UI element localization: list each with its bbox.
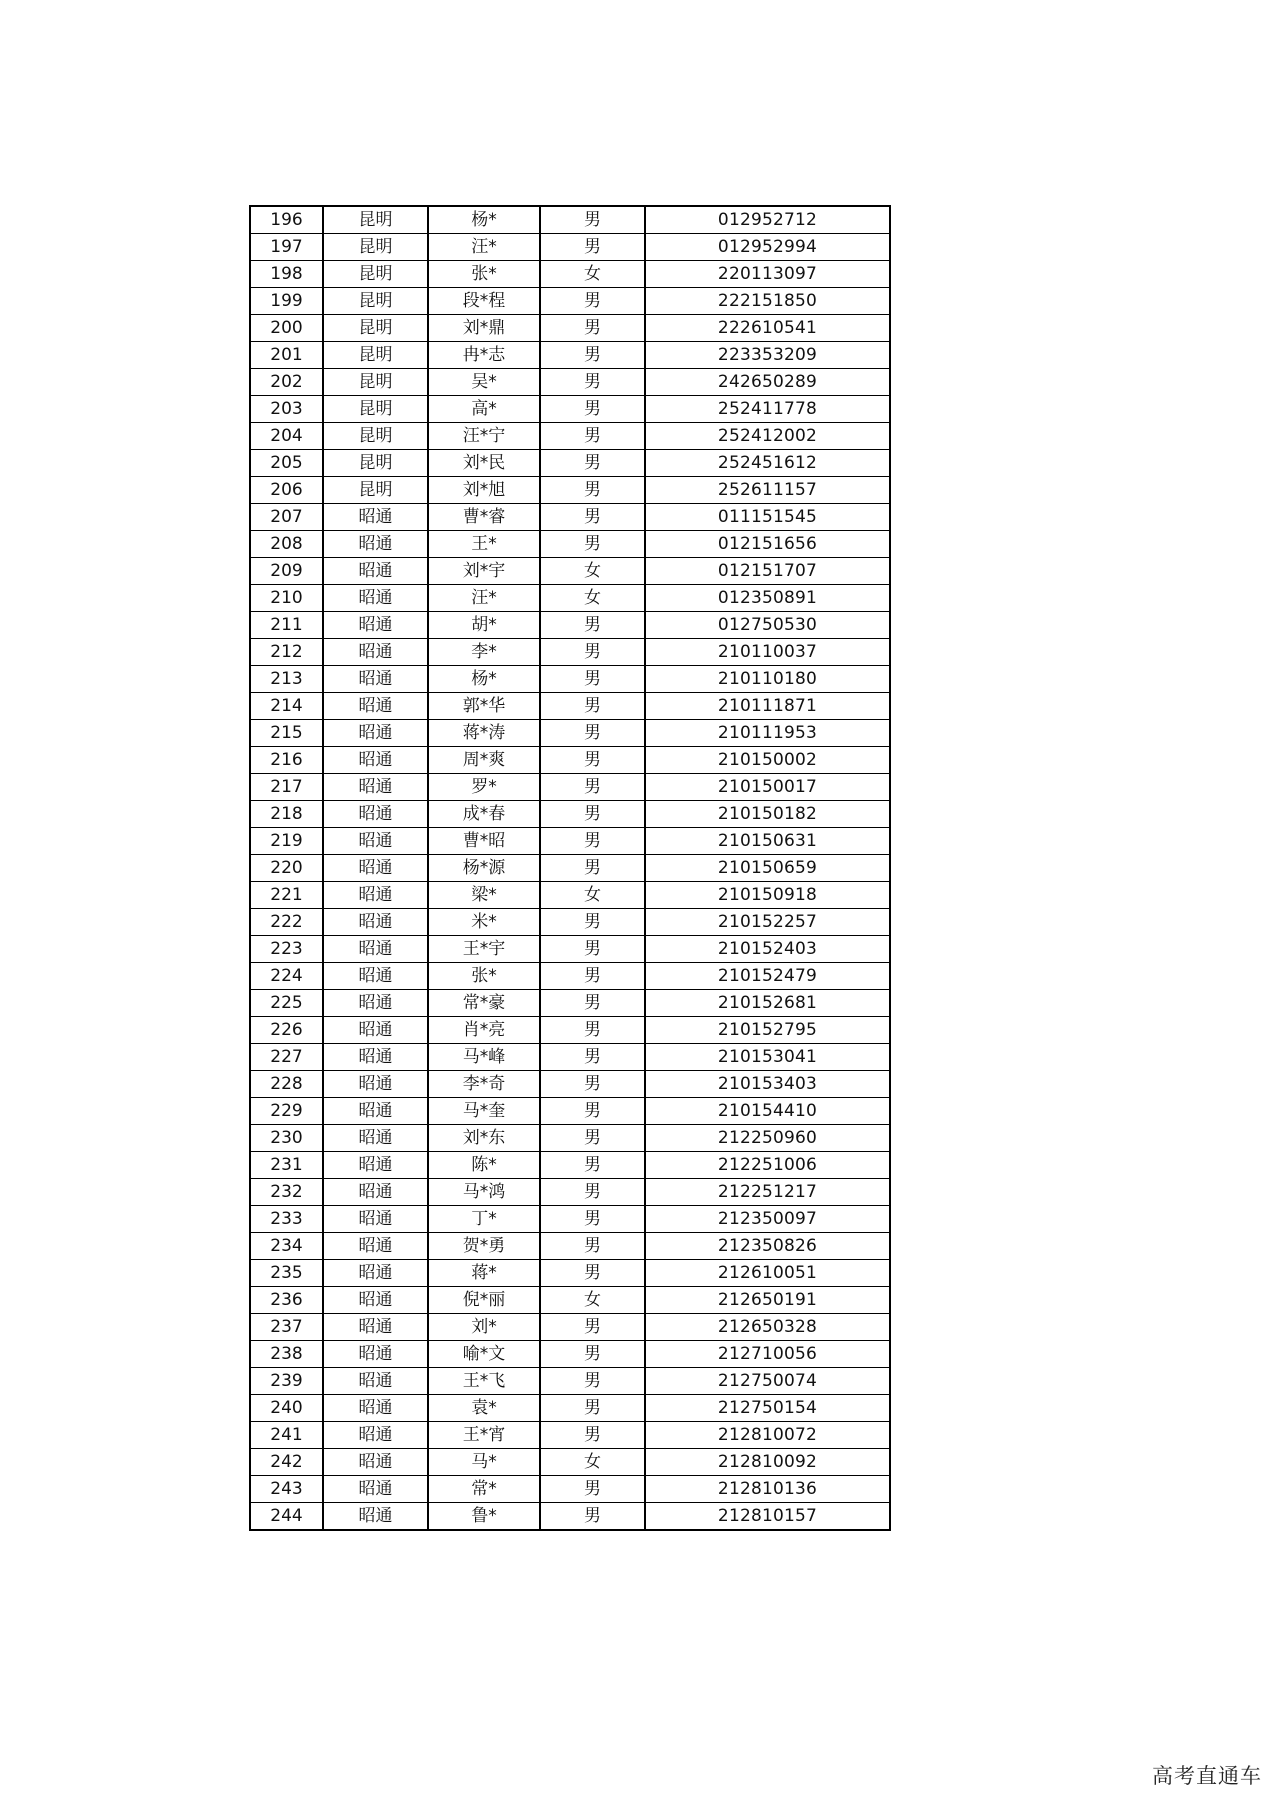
table-row [250,1098,890,1125]
cell-city: 昭通 [323,882,428,909]
cell-row-number: 220 [250,855,323,882]
cell-candidate-id: 210150017 [645,774,890,801]
cell-city: 昭通 [323,612,428,639]
cell-candidate-id: 012952994 [645,234,890,261]
cell-name: 马* [428,1449,540,1476]
cell-row-number: 215 [250,720,323,747]
cell-row-number: 198 [250,261,323,288]
cell-city: 昭通 [323,585,428,612]
cell-city: 昭通 [323,801,428,828]
cell-row-number: 233 [250,1206,323,1233]
cell-row-number: 241 [250,1422,323,1449]
table-row [250,234,890,261]
cell-row-number: 209 [250,558,323,585]
cell-gender: 男 [540,990,645,1017]
cell-gender: 男 [540,288,645,315]
cell-row-number: 207 [250,504,323,531]
cell-row-number: 200 [250,315,323,342]
table-row [250,774,890,801]
cell-row-number: 217 [250,774,323,801]
cell-candidate-id: 210153041 [645,1044,890,1071]
table-row [250,693,890,720]
table-row [250,450,890,477]
table-row [250,1395,890,1422]
cell-row-number: 196 [250,206,323,234]
cell-candidate-id: 223353209 [645,342,890,369]
cell-name: 汪* [428,234,540,261]
cell-gender: 男 [540,855,645,882]
cell-gender: 男 [540,720,645,747]
cell-city: 昭通 [323,1422,428,1449]
cell-name: 蒋*涛 [428,720,540,747]
table-row [250,1206,890,1233]
roster-table [249,205,891,1531]
cell-city: 昭通 [323,1017,428,1044]
cell-row-number: 223 [250,936,323,963]
cell-name: 周*爽 [428,747,540,774]
table-row [250,1422,890,1449]
table-row [250,1017,890,1044]
cell-row-number: 227 [250,1044,323,1071]
cell-row-number: 238 [250,1341,323,1368]
cell-city: 昭通 [323,693,428,720]
cell-candidate-id: 212250960 [645,1125,890,1152]
cell-row-number: 202 [250,369,323,396]
cell-name: 杨* [428,206,540,234]
table-row [250,1287,890,1314]
cell-gender: 男 [540,1152,645,1179]
cell-gender: 男 [540,936,645,963]
cell-candidate-id: 212810157 [645,1503,890,1531]
cell-candidate-id: 210150002 [645,747,890,774]
cell-row-number: 230 [250,1125,323,1152]
cell-candidate-id: 210152479 [645,963,890,990]
cell-candidate-id: 242650289 [645,369,890,396]
table-row [250,1449,890,1476]
cell-gender: 男 [540,396,645,423]
table-row [250,1341,890,1368]
table-row [250,855,890,882]
cell-city: 昭通 [323,1233,428,1260]
cell-row-number: 232 [250,1179,323,1206]
cell-city: 昭通 [323,990,428,1017]
cell-row-number: 211 [250,612,323,639]
cell-row-number: 231 [250,1152,323,1179]
cell-name: 刘*旭 [428,477,540,504]
cell-candidate-id: 012151707 [645,558,890,585]
cell-name: 刘* [428,1314,540,1341]
cell-candidate-id: 210154410 [645,1098,890,1125]
cell-candidate-id: 011151545 [645,504,890,531]
table-row [250,828,890,855]
cell-row-number: 226 [250,1017,323,1044]
table-row [250,504,890,531]
cell-row-number: 236 [250,1287,323,1314]
cell-city: 昆明 [323,450,428,477]
cell-gender: 男 [540,801,645,828]
cell-candidate-id: 212251006 [645,1152,890,1179]
cell-name: 杨*源 [428,855,540,882]
cell-candidate-id: 212350097 [645,1206,890,1233]
table-row [250,1503,890,1531]
cell-city: 昆明 [323,423,428,450]
table-row [250,206,890,234]
cell-row-number: 225 [250,990,323,1017]
cell-row-number: 234 [250,1233,323,1260]
cell-city: 昭通 [323,1476,428,1503]
cell-row-number: 206 [250,477,323,504]
table-row [250,1071,890,1098]
cell-city: 昆明 [323,342,428,369]
cell-row-number: 199 [250,288,323,315]
cell-candidate-id: 012350891 [645,585,890,612]
cell-city: 昭通 [323,909,428,936]
cell-candidate-id: 212710056 [645,1341,890,1368]
cell-row-number: 221 [250,882,323,909]
table-row [250,720,890,747]
cell-candidate-id: 212750154 [645,1395,890,1422]
cell-name: 蒋* [428,1260,540,1287]
cell-gender: 男 [540,1503,645,1531]
cell-name: 冉*志 [428,342,540,369]
table-row [250,882,890,909]
cell-candidate-id: 210111871 [645,693,890,720]
cell-candidate-id: 210152681 [645,990,890,1017]
cell-city: 昆明 [323,288,428,315]
cell-gender: 男 [540,477,645,504]
cell-city: 昭通 [323,531,428,558]
cell-name: 陈* [428,1152,540,1179]
cell-name: 贺*勇 [428,1233,540,1260]
cell-row-number: 222 [250,909,323,936]
cell-name: 米* [428,909,540,936]
cell-city: 昆明 [323,234,428,261]
cell-name: 郭*华 [428,693,540,720]
cell-name: 吴* [428,369,540,396]
cell-candidate-id: 210152795 [645,1017,890,1044]
table-row [250,315,890,342]
cell-candidate-id: 252412002 [645,423,890,450]
table-row [250,801,890,828]
cell-candidate-id: 212610051 [645,1260,890,1287]
cell-gender: 男 [540,639,645,666]
cell-city: 昭通 [323,1179,428,1206]
cell-row-number: 239 [250,1368,323,1395]
cell-gender: 男 [540,666,645,693]
cell-row-number: 240 [250,1395,323,1422]
cell-name: 马*鸿 [428,1179,540,1206]
cell-candidate-id: 252611157 [645,477,890,504]
cell-name: 汪*宁 [428,423,540,450]
cell-row-number: 208 [250,531,323,558]
cell-row-number: 216 [250,747,323,774]
cell-candidate-id: 222151850 [645,288,890,315]
cell-gender: 男 [540,1206,645,1233]
cell-candidate-id: 210150182 [645,801,890,828]
table-row [250,342,890,369]
cell-city: 昭通 [323,936,428,963]
table-row [250,909,890,936]
cell-row-number: 204 [250,423,323,450]
cell-gender: 男 [540,1422,645,1449]
cell-candidate-id: 012952712 [645,206,890,234]
cell-name: 王* [428,531,540,558]
cell-gender: 女 [540,882,645,909]
cell-gender: 男 [540,909,645,936]
cell-row-number: 229 [250,1098,323,1125]
cell-name: 杨* [428,666,540,693]
cell-name: 喻*文 [428,1341,540,1368]
cell-city: 昭通 [323,504,428,531]
cell-city: 昭通 [323,1503,428,1531]
cell-name: 丁* [428,1206,540,1233]
cell-gender: 男 [540,1260,645,1287]
cell-row-number: 243 [250,1476,323,1503]
cell-candidate-id: 222610541 [645,315,890,342]
cell-gender: 男 [540,1368,645,1395]
cell-gender: 男 [540,423,645,450]
cell-name: 马*峰 [428,1044,540,1071]
cell-candidate-id: 212350826 [645,1233,890,1260]
cell-row-number: 212 [250,639,323,666]
cell-gender: 男 [540,747,645,774]
cell-name: 段*程 [428,288,540,315]
cell-candidate-id: 212810092 [645,1449,890,1476]
cell-city: 昆明 [323,206,428,234]
cell-candidate-id: 210110180 [645,666,890,693]
cell-gender: 女 [540,1449,645,1476]
cell-row-number: 242 [250,1449,323,1476]
cell-name: 倪*丽 [428,1287,540,1314]
cell-name: 曹*睿 [428,504,540,531]
cell-city: 昭通 [323,1341,428,1368]
cell-name: 王*飞 [428,1368,540,1395]
cell-city: 昭通 [323,747,428,774]
table-row [250,639,890,666]
cell-gender: 男 [540,315,645,342]
cell-name: 王*宵 [428,1422,540,1449]
table-row [250,1125,890,1152]
cell-gender: 男 [540,206,645,234]
cell-name: 马*奎 [428,1098,540,1125]
cell-name: 成*春 [428,801,540,828]
table-row [250,396,890,423]
cell-row-number: 210 [250,585,323,612]
cell-candidate-id: 212750074 [645,1368,890,1395]
cell-name: 常* [428,1476,540,1503]
cell-city: 昭通 [323,1368,428,1395]
cell-gender: 男 [540,1017,645,1044]
table-row [250,531,890,558]
cell-city: 昭通 [323,855,428,882]
cell-candidate-id: 012151656 [645,531,890,558]
cell-gender: 男 [540,1071,645,1098]
table-row [250,990,890,1017]
cell-gender: 男 [540,1098,645,1125]
cell-gender: 男 [540,1044,645,1071]
cell-name: 高* [428,396,540,423]
roster-table-body [250,206,890,1530]
cell-city: 昭通 [323,666,428,693]
cell-city: 昭通 [323,1206,428,1233]
cell-city: 昭通 [323,1449,428,1476]
cell-city: 昆明 [323,369,428,396]
cell-name: 张* [428,963,540,990]
table-row [250,288,890,315]
cell-city: 昭通 [323,1125,428,1152]
cell-row-number: 235 [250,1260,323,1287]
table-row [250,423,890,450]
cell-gender: 男 [540,1125,645,1152]
cell-gender: 男 [540,1314,645,1341]
cell-name: 梁* [428,882,540,909]
cell-row-number: 228 [250,1071,323,1098]
cell-candidate-id: 212810136 [645,1476,890,1503]
cell-name: 鲁* [428,1503,540,1531]
table-row [250,1260,890,1287]
table-row [250,558,890,585]
cell-name: 李* [428,639,540,666]
cell-name: 汪* [428,585,540,612]
cell-gender: 男 [540,234,645,261]
cell-name: 张* [428,261,540,288]
cell-candidate-id: 252451612 [645,450,890,477]
cell-gender: 男 [540,963,645,990]
cell-name: 袁* [428,1395,540,1422]
cell-candidate-id: 012750530 [645,612,890,639]
table-row [250,612,890,639]
cell-city: 昆明 [323,261,428,288]
cell-gender: 男 [540,1341,645,1368]
table-row [250,1233,890,1260]
cell-candidate-id: 210152403 [645,936,890,963]
table-row [250,585,890,612]
cell-city: 昆明 [323,396,428,423]
cell-candidate-id: 212650191 [645,1287,890,1314]
cell-name: 曹*昭 [428,828,540,855]
table-row [250,369,890,396]
table-row [250,1368,890,1395]
cell-city: 昭通 [323,639,428,666]
cell-candidate-id: 220113097 [645,261,890,288]
cell-candidate-id: 212251217 [645,1179,890,1206]
cell-gender: 男 [540,450,645,477]
cell-gender: 女 [540,585,645,612]
cell-candidate-id: 210153403 [645,1071,890,1098]
table-row [250,1179,890,1206]
cell-row-number: 237 [250,1314,323,1341]
cell-gender: 男 [540,1395,645,1422]
cell-name: 刘*民 [428,450,540,477]
cell-candidate-id: 210150918 [645,882,890,909]
cell-row-number: 197 [250,234,323,261]
cell-gender: 男 [540,693,645,720]
cell-city: 昭通 [323,1314,428,1341]
cell-row-number: 214 [250,693,323,720]
table-row [250,1044,890,1071]
cell-gender: 男 [540,531,645,558]
cell-city: 昆明 [323,315,428,342]
cell-name: 刘*宇 [428,558,540,585]
cell-row-number: 203 [250,396,323,423]
cell-candidate-id: 210110037 [645,639,890,666]
cell-gender: 男 [540,1476,645,1503]
cell-gender: 男 [540,504,645,531]
table-row [250,477,890,504]
cell-row-number: 224 [250,963,323,990]
cell-name: 李*奇 [428,1071,540,1098]
cell-name: 肖*亮 [428,1017,540,1044]
cell-gender: 男 [540,1179,645,1206]
cell-candidate-id: 252411778 [645,396,890,423]
cell-gender: 男 [540,612,645,639]
cell-name: 常*豪 [428,990,540,1017]
cell-name: 刘*东 [428,1125,540,1152]
cell-city: 昭通 [323,1260,428,1287]
cell-candidate-id: 210152257 [645,909,890,936]
cell-candidate-id: 210111953 [645,720,890,747]
cell-candidate-id: 212650328 [645,1314,890,1341]
cell-name: 王*宇 [428,936,540,963]
cell-row-number: 219 [250,828,323,855]
cell-gender: 男 [540,369,645,396]
cell-candidate-id: 212810072 [645,1422,890,1449]
cell-row-number: 218 [250,801,323,828]
cell-city: 昭通 [323,1071,428,1098]
cell-gender: 男 [540,828,645,855]
cell-city: 昭通 [323,828,428,855]
cell-row-number: 205 [250,450,323,477]
cell-name: 刘*鼎 [428,315,540,342]
cell-gender: 男 [540,1233,645,1260]
cell-city: 昭通 [323,558,428,585]
table-row [250,666,890,693]
cell-city: 昭通 [323,1044,428,1071]
table-row [250,261,890,288]
cell-candidate-id: 210150659 [645,855,890,882]
table-row [250,936,890,963]
cell-gender: 男 [540,342,645,369]
table-row [250,1476,890,1503]
table-row [250,1152,890,1179]
cell-city: 昭通 [323,1152,428,1179]
cell-city: 昭通 [323,774,428,801]
cell-city: 昭通 [323,720,428,747]
cell-row-number: 213 [250,666,323,693]
watermark-text: 高考直通车 [1152,1764,1262,1788]
cell-row-number: 244 [250,1503,323,1531]
cell-row-number: 201 [250,342,323,369]
cell-gender: 男 [540,774,645,801]
cell-gender: 女 [540,261,645,288]
cell-city: 昭通 [323,1098,428,1125]
table-row [250,1314,890,1341]
table-row [250,747,890,774]
cell-city: 昭通 [323,963,428,990]
cell-name: 胡* [428,612,540,639]
cell-gender: 女 [540,1287,645,1314]
cell-name: 罗* [428,774,540,801]
cell-city: 昭通 [323,1395,428,1422]
table-row [250,963,890,990]
cell-candidate-id: 210150631 [645,828,890,855]
cell-gender: 女 [540,558,645,585]
cell-city: 昆明 [323,477,428,504]
cell-city: 昭通 [323,1287,428,1314]
